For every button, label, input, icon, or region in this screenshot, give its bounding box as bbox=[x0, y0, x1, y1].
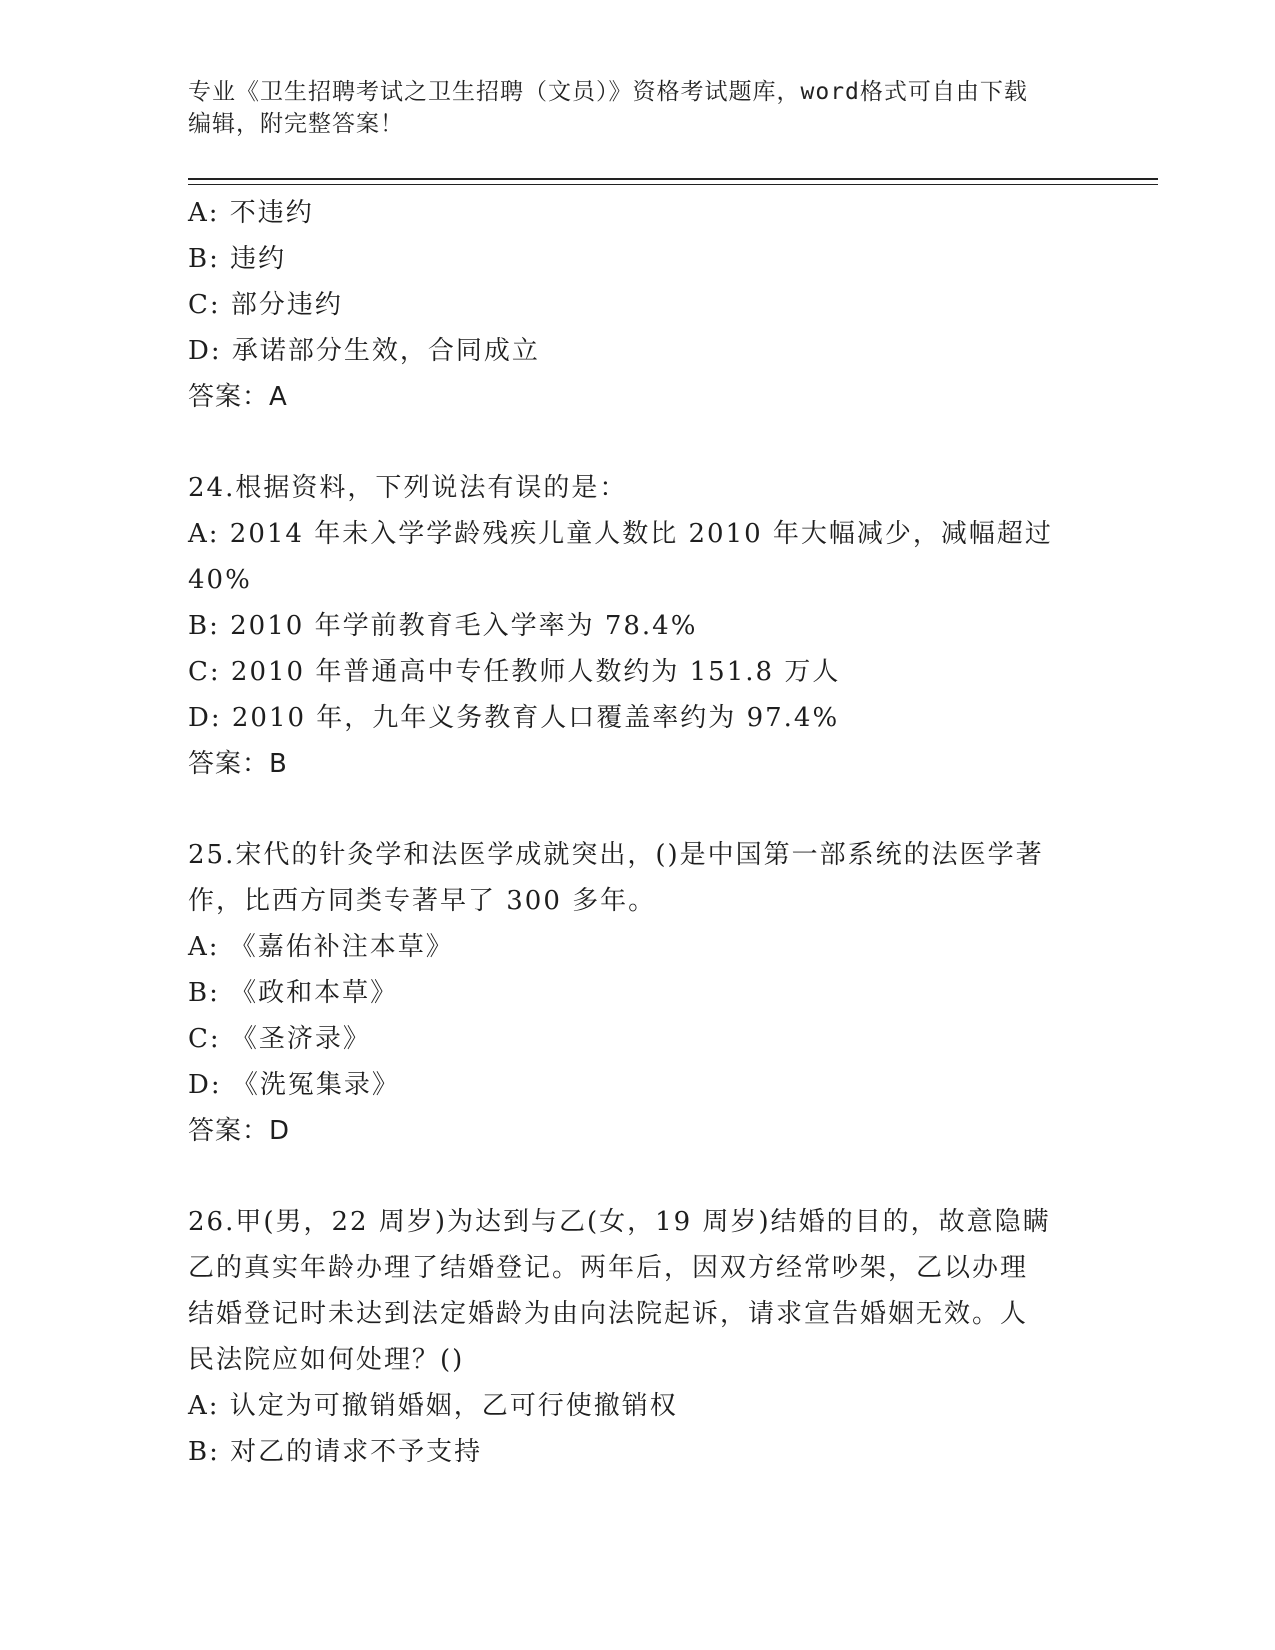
header-line-1: 专业《卫生招聘考试之卫生招聘（文员）》资格考试题库，word格式可自由下载 bbox=[188, 79, 1028, 105]
answer-line: 答案：D bbox=[188, 1116, 291, 1146]
question-stem-line-1: 26.甲(男，22 周岁)为达到与乙(女，19 周岁)结婚的目的，故意隐瞒 bbox=[188, 1207, 1051, 1237]
option-c: C: 部分违约 bbox=[188, 290, 343, 320]
question-25 bbox=[188, 832, 1088, 1154]
option-b: B: 对乙的请求不予支持 bbox=[188, 1437, 483, 1467]
header-line-2: 编辑，附完整答案！ bbox=[188, 111, 404, 137]
question-stem-line-2: 作，比西方同类专著早了 300 多年。 bbox=[188, 886, 657, 916]
option-a: A: 不违约 bbox=[188, 198, 314, 228]
document-header bbox=[188, 76, 1088, 140]
question-stem-line-4: 民法院应如何处理？() bbox=[188, 1345, 465, 1375]
question-block-prev bbox=[188, 190, 1088, 420]
option-a: A: 《嘉佑补注本草》 bbox=[188, 932, 454, 962]
option-d: D: 2010 年，九年义务教育人口覆盖率约为 97.4% bbox=[188, 703, 840, 733]
answer-line: 答案：B bbox=[188, 749, 288, 779]
option-b: B: 《政和本草》 bbox=[188, 978, 399, 1008]
question-stem-line-3: 结婚登记时未达到法定婚龄为由向法院起诉，请求宣告婚姻无效。人 bbox=[188, 1299, 1029, 1329]
answer-line: 答案：A bbox=[188, 382, 288, 412]
option-b: B: 2010 年学前教育毛入学率为 78.4% bbox=[188, 611, 698, 641]
option-b: B: 违约 bbox=[188, 244, 287, 274]
option-a: A: 认定为可撤销婚姻，乙可行使撤销权 bbox=[188, 1391, 678, 1421]
spacer bbox=[188, 420, 1088, 465]
option-c: C: 2010 年普通高中专任教师人数约为 151.8 万人 bbox=[188, 657, 841, 687]
option-a: A: 2014 年未入学学龄残疾儿童人数比 2010 年大幅减少，减幅超过 bbox=[188, 519, 1053, 549]
question-stem-line-2: 乙的真实年龄办理了结婚登记。两年后，因双方经常吵架，乙以办理 bbox=[188, 1253, 1029, 1283]
spacer bbox=[188, 1154, 1088, 1199]
question-content bbox=[188, 190, 1088, 1475]
question-26 bbox=[188, 1199, 1088, 1475]
header-divider bbox=[188, 178, 1158, 185]
option-d: D: 承诺部分生效，合同成立 bbox=[188, 336, 540, 366]
spacer bbox=[188, 787, 1088, 832]
question-stem: 24.根据资料，下列说法有误的是： bbox=[188, 473, 628, 503]
question-24 bbox=[188, 465, 1088, 787]
option-c: C: 《圣济录》 bbox=[188, 1024, 371, 1054]
option-a-continued: 40% bbox=[188, 565, 252, 595]
option-d: D: 《洗冤集录》 bbox=[188, 1070, 400, 1100]
question-stem-line-1: 25.宋代的针灸学和法医学成就突出，()是中国第一部系统的法医学著 bbox=[188, 840, 1044, 870]
